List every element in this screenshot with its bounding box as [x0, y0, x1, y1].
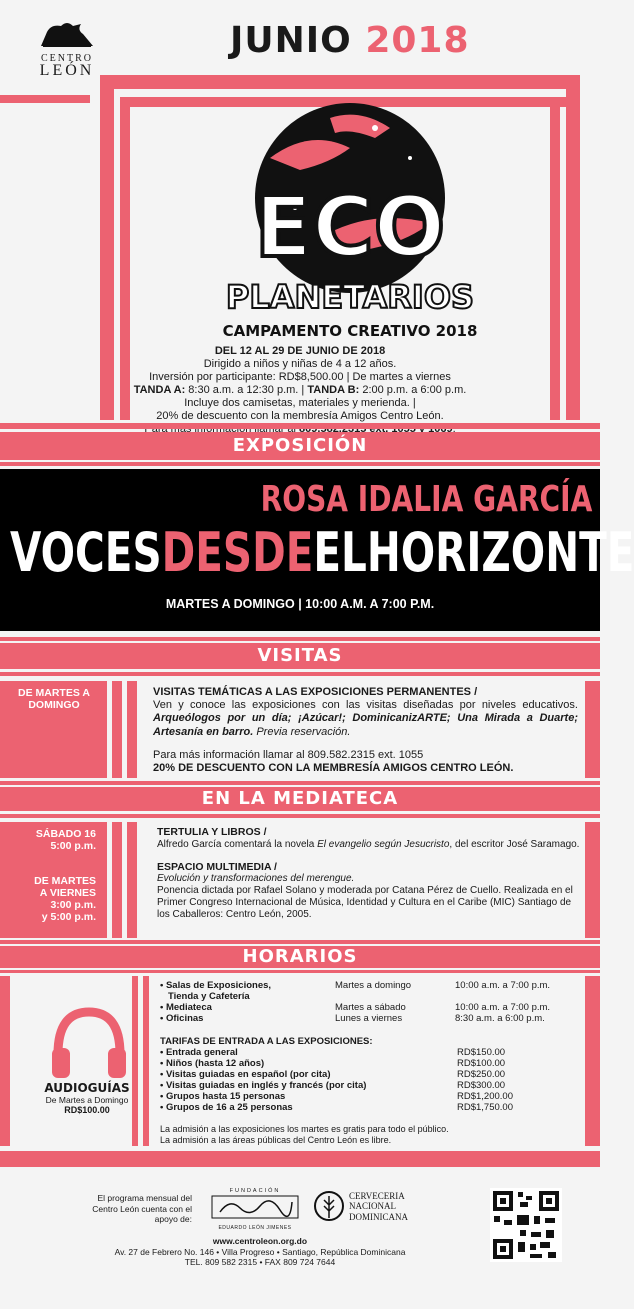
visitas-info: Para más información llamar al 809.582.2315 ext. 1055	[153, 748, 424, 761]
hor-bar1	[132, 976, 138, 1146]
visitas-bar2	[127, 681, 137, 778]
visitas-right	[585, 681, 600, 778]
footer-support	[70, 1193, 192, 1225]
fundacion-logo[interactable]	[207, 1188, 303, 1231]
media-item1-title: TERTULIA Y LIBROS /	[157, 826, 267, 838]
audio-price: RD$100.00	[64, 1105, 110, 1115]
tanda-a-label: TANDA A:	[133, 383, 186, 396]
exposicion-banner[interactable]	[0, 469, 634, 631]
title-horizonte: ELHORIZONTE	[313, 521, 634, 584]
headphones-icon	[48, 1002, 130, 1082]
hor-row3-hours: 8:30 a.m. a 6:00 p.m.	[455, 1013, 545, 1024]
camp-line1: Dirigido a niños y niñas de 4 a 12 años.	[203, 357, 397, 370]
frame-left-small	[0, 95, 90, 103]
tarifa-4-price: RD$1,200.00	[457, 1091, 513, 1102]
hor-left	[0, 976, 10, 1146]
band-horarios: HORARIOS	[0, 946, 600, 968]
media-bar1	[112, 822, 122, 938]
hor-right	[585, 976, 600, 1146]
tarifa-0-price: RD$150.00	[457, 1047, 506, 1058]
tarifa-1-price: RD$100.00	[457, 1058, 506, 1069]
audioguias[interactable]	[22, 1081, 152, 1115]
camp-line5: 20% de descuento con la membresía Amigos Centro León.	[156, 409, 444, 422]
media-item1-book: El evangelio según Jesucristo	[317, 838, 450, 850]
media-side1-day: SÁBADO 16	[35, 828, 96, 840]
footer-address: Av. 27 de Febrero No. 146 • Villa Progreso • Santiago, República Dominicana	[114, 1246, 406, 1257]
media-side2-c: 3:00 p.m.	[50, 899, 96, 912]
camp-dates: DEL 12 AL 29 DE JUNIO DE 2018	[214, 345, 386, 357]
tanda-a: 8:30 a.m. a 12:30 p.m. |	[188, 383, 305, 396]
artist-name: ROSA IDALIA GARCÍA	[260, 479, 592, 520]
camp-line4: Incluye dos camisetas, materiales y merienda. |	[184, 396, 416, 409]
hor-row3-days: Lunes a viernes	[335, 1013, 403, 1024]
stripe-media-top	[0, 781, 600, 785]
stripe-hor-top	[0, 940, 600, 944]
frame-left-outer	[100, 75, 114, 420]
planetarios-word: PLANETARIOS	[225, 278, 475, 316]
media-side2-d: y 5:00 p.m.	[41, 911, 96, 924]
signature-mark	[210, 1194, 300, 1220]
media-item2-title: ESPACIO MULTIMEDIA /	[157, 860, 277, 873]
eco-word: ECO	[254, 178, 446, 276]
support-line1: El programa mensual del	[97, 1193, 192, 1203]
tarifa-4-label: • Grupos hasta 15 personas	[160, 1091, 286, 1102]
band-visitas: VISITAS	[0, 643, 600, 669]
logo-line1: CENTRO	[41, 53, 93, 64]
eco-planetarios-logo	[200, 88, 500, 348]
media-side1-time: 5:00 p.m.	[50, 840, 96, 853]
hor-row2-hours: 10:00 a.m. a 7:00 p.m.	[455, 1002, 551, 1013]
footer-web[interactable]: www.centroleon.org.do	[212, 1236, 308, 1246]
media-item2-sub: Evolución y transformaciones del merengue.	[157, 873, 355, 885]
frame-left-inner	[120, 97, 130, 420]
tarifa-3-price: RD$300.00	[457, 1080, 506, 1091]
band-mediateca: EN LA MEDIATECA	[0, 787, 600, 811]
hor-row1-days: Martes a domingo	[335, 980, 412, 991]
cerveceria-3: DOMINICANA	[349, 1211, 408, 1222]
logo-line2: LEÓN	[39, 62, 95, 79]
visitas-discount: 20% DE DESCUENTO CON LA MEMBRESÍA AMIGOS CENTRO LEÓN.	[153, 761, 514, 774]
media-item1-a: Alfredo García comentará la novela	[157, 838, 315, 850]
tarifas-title: TARIFAS DE ENTRADA A LAS EXPOSICIONES:	[160, 1036, 373, 1047]
qr-code-icon[interactable]	[490, 1188, 562, 1262]
hor-bar2	[143, 976, 149, 1146]
camp-line2: Inversión por participante: RD$8,500.00 | De martes a viernes	[149, 370, 451, 383]
hor-row1-place: • Salas de Exposiciones,	[160, 980, 272, 991]
hor-row1-hours: 10:00 a.m. a 7:00 p.m.	[455, 980, 551, 991]
media-side2-a: DE MARTES	[34, 875, 96, 887]
tarifa-0-label: • Entrada general	[160, 1047, 238, 1058]
camp-subtitle: CAMPAMENTO CREATIVO 2018	[222, 322, 478, 340]
cerveceria-1: CERVECERIA	[349, 1191, 405, 1201]
audio-days: De Martes a Domingo	[45, 1095, 129, 1105]
media-block	[157, 826, 582, 921]
fundacion-label: FUNDACIÓN	[229, 1188, 281, 1194]
page-title	[230, 20, 470, 61]
frame-stripe-outer	[100, 75, 580, 89]
title-month: JUNIO	[230, 20, 352, 61]
visitas-days: DE MARTES A DOMINGO	[18, 687, 90, 712]
hor-note1: La admisión a las exposiciones los martes es gratis para todo el público.	[160, 1124, 449, 1134]
fundacion-sub: EDUARDO LEÓN JIMENES	[218, 1225, 292, 1231]
media-side2-b: A VIERNES	[39, 887, 96, 900]
stripe-media-bottom	[0, 814, 600, 818]
lion-icon	[37, 18, 97, 48]
hor-row2-place: • Mediateca	[160, 1002, 212, 1013]
centro-leon-logo[interactable]	[22, 18, 112, 80]
exhibition-title	[10, 521, 634, 584]
tanda-b-label: TANDA B:	[307, 383, 360, 396]
visitas-titles: Arqueólogos por un día; ¡Azúcar!; DominicanizARTE; Una Mirada a Duarte; Artesanía en barro.	[153, 712, 578, 738]
band-exposicion: EXPOSICIÓN	[0, 432, 600, 460]
media-item2-body: Ponencia dictada por Rafael Solano y moderada por Catana Pérez de Cuello. Realizada en el Primer Congreso Internacional de Música, Identidad y Cultura en el Caribe (MIC) Santiago de los Caballeros: Centro León, 2005.	[157, 885, 573, 921]
title-voces: VOCES	[10, 521, 162, 584]
stripe-expo-bottom	[0, 462, 600, 466]
hor-row1-place2: Tienda y Cafetería	[168, 990, 250, 1002]
visitas-block	[153, 686, 578, 775]
visitas-reserve: Previa reservación.	[256, 725, 351, 738]
tarifa-5-label: • Grupos de 16 a 25 personas	[160, 1102, 293, 1113]
frame-right-inner	[550, 97, 560, 420]
title-year: 2018	[365, 20, 470, 61]
title-desde: DESDE	[161, 521, 314, 584]
cerveceria-2: NACIONAL	[349, 1201, 396, 1212]
visitas-bar1	[112, 681, 122, 778]
visitas-heading: VISITAS TEMÁTICAS A LAS EXPOSICIONES PERMANENTES /	[153, 686, 478, 698]
hor-row2-days: Martes a sábado	[335, 1002, 406, 1013]
stripe-footer-top	[0, 1151, 600, 1167]
footer-tel: TEL. 809 582 2315 • FAX 809 724 7644	[184, 1257, 336, 1268]
expo-schedule: MARTES A DOMINGO | 10:00 A.M. A 7:00 P.M.	[165, 597, 435, 611]
media-item1-b: , del escritor José Saramago.	[449, 838, 580, 850]
stripe-expo-top	[0, 423, 600, 429]
tarifa-2-label: • Visitas guiadas en español (por cita)	[160, 1069, 331, 1080]
stripe-hor-bottom	[0, 970, 600, 973]
support-line2: Centro León cuenta con el apoyo de:	[92, 1203, 192, 1225]
tanda-b: 2:00 p.m. a 6:00 p.m.	[362, 383, 467, 396]
tarifa-1-label: • Niños (hasta 12 años)	[160, 1058, 265, 1069]
visitas-body: Ven y conoce las exposiciones con las visitas diseñadas por niveles educativos.	[153, 699, 578, 712]
audio-title: AUDIOGUÍAS	[44, 1081, 130, 1095]
stripe-visitas-bottom	[0, 672, 600, 676]
media-bar2	[127, 822, 137, 938]
stripe-visitas-top	[0, 637, 600, 641]
media-side2	[8, 875, 96, 923]
hor-row3-place: • Oficinas	[160, 1013, 204, 1024]
tarifa-2-price: RD$250.00	[457, 1069, 506, 1080]
tarifa-5-price: RD$1,750.00	[457, 1102, 513, 1113]
frame-right-outer	[566, 75, 580, 420]
hor-note2: La admisión a las áreas públicas del Centro León es libre.	[160, 1135, 392, 1145]
footer-contact	[100, 1236, 420, 1268]
wheat-emblem-icon	[313, 1188, 345, 1224]
media-side1	[8, 828, 96, 852]
tarifa-3-label: • Visitas guiadas en inglés y francés (por cita)	[160, 1080, 367, 1091]
cerveceria-logo[interactable]	[313, 1188, 423, 1224]
media-right	[585, 822, 600, 938]
